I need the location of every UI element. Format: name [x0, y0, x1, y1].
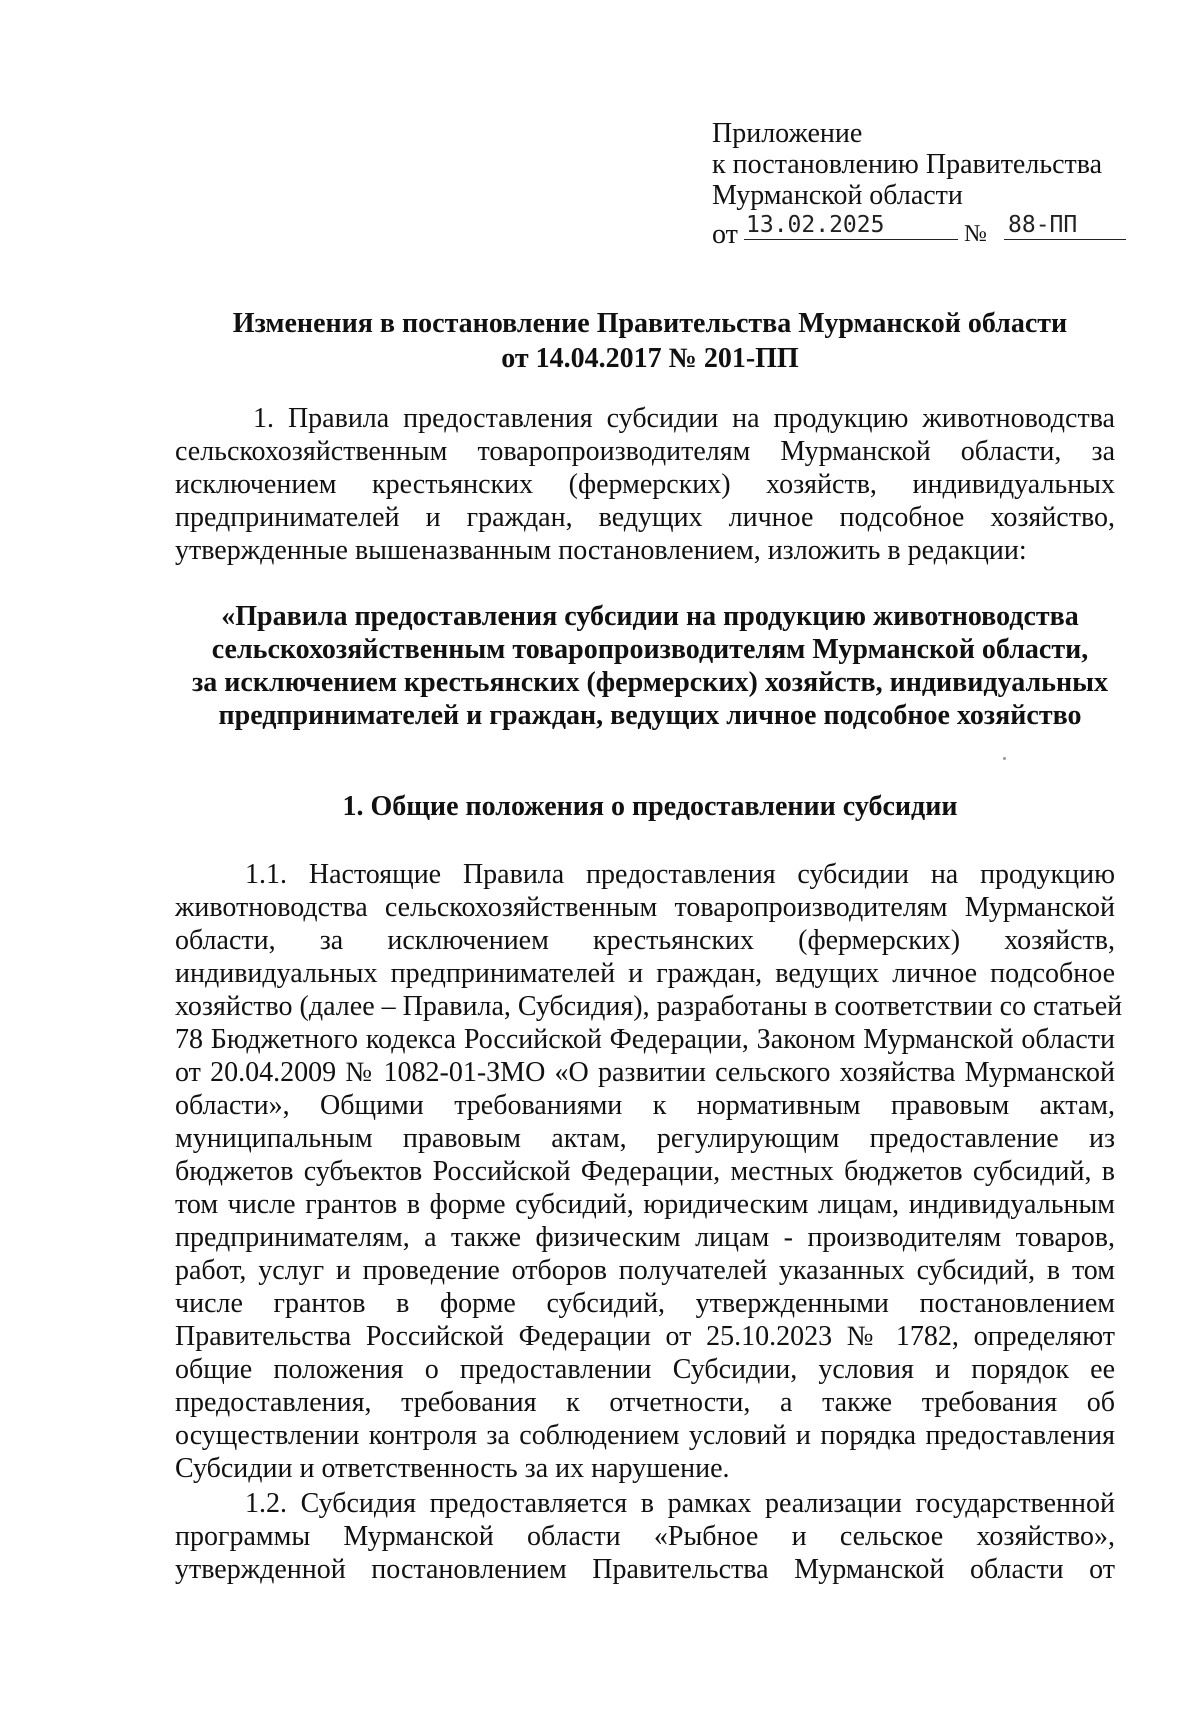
paragraph-line: исключением крестьянских (фермерских) хозяйств, индивидуальных — [175, 469, 1115, 500]
rules-title-line: «Правила предоставления субсидии на продукцию животноводства — [221, 601, 1079, 632]
appendix-block — [712, 118, 1102, 251]
paragraph-line: области», Общими требованиями к нормативным правовым актам, — [175, 1090, 1115, 1121]
paragraph-line: осуществлении контроля за соблюдением условий и порядка предоставления — [175, 1420, 1115, 1451]
paragraph-line: 78 Бюджетного кодекса Российской Федерации, Законом Мурманской области — [175, 1024, 1115, 1055]
appendix-line-3: Мурманской области — [712, 180, 963, 211]
point-1-paragraph — [175, 402, 1115, 567]
paragraph-line: сельскохозяйственным товаропроизводителям Мурманской области, за — [175, 436, 1115, 467]
paragraph-line: предоставления, требования к отчетности, а также требования об — [175, 1387, 1115, 1418]
section-1-heading: 1. Общие положения о предоставлении субсидии — [342, 791, 958, 822]
appendix-number: 88-ПП — [1004, 211, 1126, 240]
scan-speck — [1003, 757, 1006, 760]
paragraph-line: хозяйство (далее – Правила, Субсидия), разработаны в соответствии со статьей — [175, 991, 1123, 1022]
appendix-line-1: Приложение — [712, 118, 863, 149]
appendix-date-number-row — [712, 211, 1102, 251]
paragraph-line: работ, услуг и проведение отборов получателей указанных субсидий, в том — [175, 1255, 1115, 1286]
paragraph-line: 1.1. Настоящие Правила предоставления субсидии на продукцию — [245, 859, 1115, 890]
rules-title-line: предпринимателей и граждан, ведущих личное подсобное хозяйство — [218, 700, 1082, 731]
clause-1-1-paragraph — [175, 858, 1123, 1485]
paragraph-line: животноводства сельскохозяйственным товаропроизводителям Мурманской — [175, 892, 1115, 923]
paragraph-line: числе грантов в форме субсидий, утвержденными постановлением — [175, 1288, 1115, 1319]
paragraph-line: Правительства Российской Федерации от 25.10.2023 № 1782, определяют — [175, 1321, 1115, 1352]
paragraph-line: утвержденной постановлением Правительства Мурманской области от — [175, 1554, 1115, 1585]
paragraph-line: области, за исключением крестьянских (фермерских) хозяйств, — [175, 925, 1115, 956]
paragraph-line: бюджетов субъектов Российской Федерации, местных бюджетов субсидий, в — [175, 1156, 1115, 1187]
ot-label: от — [712, 219, 738, 250]
paragraph-line: предпринимателей и граждан, ведущих личное подсобное хозяйство, — [175, 502, 1115, 533]
paragraph-line: 1.2. Субсидия предоставляется в рамках реализации государственной — [245, 1488, 1115, 1519]
paragraph-line: Субсидии и ответственность за их нарушение. — [175, 1453, 730, 1484]
title-line-1: Изменения в постановление Правительства Мурманской области — [232, 308, 1068, 339]
paragraph-line: утвержденные вышеназванным постановлением, изложить в редакции: — [175, 535, 1027, 566]
paragraph-line: 1. Правила предоставления субсидии на продукцию животноводства — [253, 403, 1115, 434]
paragraph-line: предпринимателям, а также физическим лицам - производителям товаров, — [175, 1222, 1115, 1253]
clause-1-2-paragraph — [175, 1487, 1115, 1586]
title-line-2: от 14.04.2017 № 201-ПП — [501, 343, 799, 374]
document-title — [175, 306, 1125, 376]
paragraph-line: от 20.04.2009 № 1082-01-ЗМО «О развитии сельского хозяйства Мурманской — [175, 1057, 1115, 1088]
rules-title-line: сельскохозяйственным товаропроизводителям Мурманской области, — [211, 634, 1089, 665]
rules-title-line: за исключением крестьянских (фермерских) хозяйств, индивидуальных — [192, 667, 1108, 698]
paragraph-line: индивидуальных предпринимателей и граждан, ведущих личное подсобное — [175, 958, 1115, 989]
paragraph-line: общие положения о предоставлении Субсидии, условия и порядок ее — [175, 1354, 1115, 1385]
paragraph-line: том числе грантов в форме субсидий, юридическим лицам, индивидуальным — [175, 1189, 1115, 1220]
paragraph-line: муниципальным правовым актам, регулирующим предоставление из — [175, 1123, 1115, 1154]
appendix-date: 13.02.2025 — [744, 211, 958, 240]
appendix-line-2: к постановлению Правительства — [712, 149, 1103, 180]
number-sign: № — [964, 221, 987, 247]
rules-title — [175, 600, 1125, 732]
paragraph-line: программы Мурманской области «Рыбное и сельское хозяйство», — [175, 1521, 1115, 1552]
